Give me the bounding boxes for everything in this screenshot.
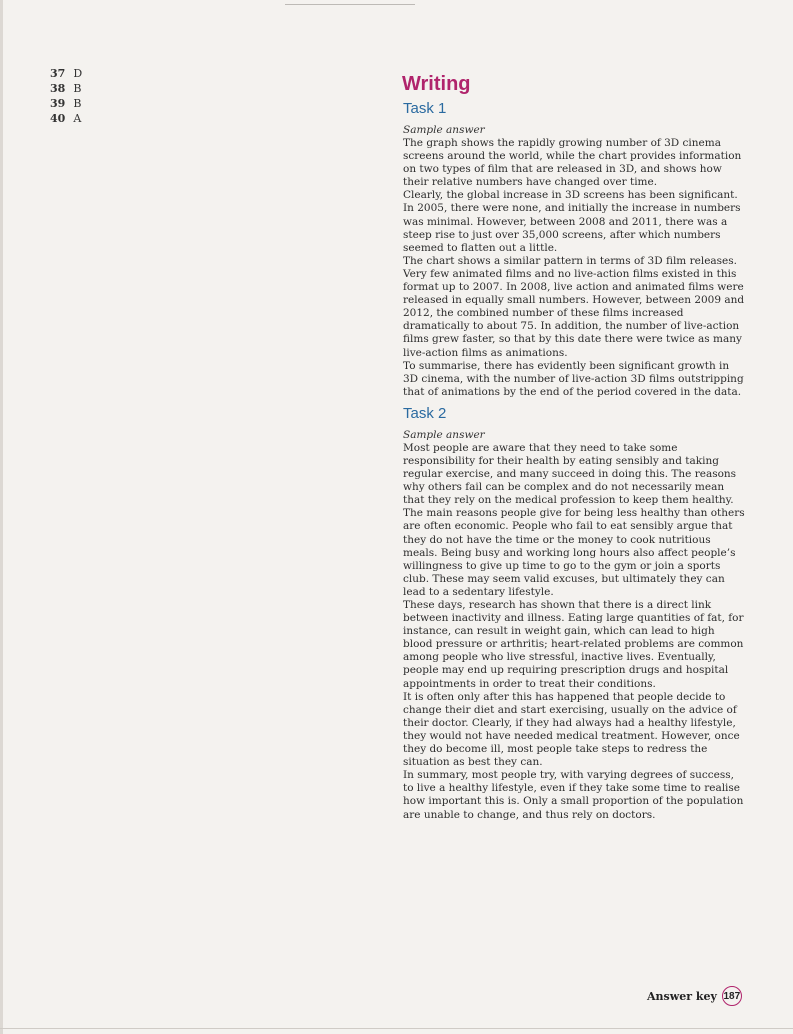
answer-number: 37 — [50, 67, 66, 80]
page-edge — [0, 0, 3, 1034]
task-1-paragraph: To summarise, there has evidently been significant growth in 3D cinema, with the number of live-action 3D films outstripping that of animations by the end of the period covered in the data. — [403, 359, 744, 398]
task-2-paragraph: It is often only after this has happened that people decide to change their diet and start exercising, usually on the advice of their doctor. Clearly, if they had always had a healthy lifestyle, they would not have needed medical treatment. However, once they do become ill, most people take steps to redress the situation as best they can. — [403, 690, 740, 769]
answer-value: B — [73, 82, 82, 95]
task-1-heading: Task 1 — [403, 100, 447, 117]
section-title: Writing — [402, 73, 471, 95]
answer-number: 40 — [50, 112, 66, 125]
page-number: 187 — [722, 986, 742, 1006]
answer-value: D — [73, 67, 83, 80]
task-2-paragraph: The main reasons people give for being less healthy than others are often economic. People who fail to eat sensibly argue that they do not have the time or the money to cook nutritious meals. Being busy and working long hours also affect people’s willingness to give up time to go to the gym or join a sports club. These may seem valid excuses, but ultimately they can lead to a sedentary lifestyle. — [403, 507, 745, 598]
page-footer — [647, 986, 742, 1006]
task-2-paragraph: In summary, most people try, with varying degrees of success, to live a healthy lifestyle, even if they take some time to realise how important this is. Only a small proportion of the population are unable to change, and thus rely on doctors. — [403, 769, 744, 821]
top-rule — [285, 4, 415, 5]
answer-item — [50, 96, 82, 111]
answer-value: A — [73, 112, 82, 125]
task-1-paragraph: Clearly, the global increase in 3D screens has been significant. In 2005, there were none, and initially the increase in numbers was minimal. However, between 2008 and 2011, there was a steep rise to just over 35,000 screens, after which numbers seemed to flatten out a little. — [403, 189, 741, 254]
task-1-sample-label: Sample answer — [403, 124, 485, 136]
bottom-rule — [0, 1028, 793, 1029]
task-2-paragraph: These days, research has shown that there is a direct link between inactivity and illness. Eating large quantities of fat, for instance, can result in weight gain, which can lead to high blood pressure or arthritis; heart-related problems are common among people who live stressful, inactive lives. Eventually, people may end up requiring prescription drugs and hospital appointments in order to treat their conditions. — [403, 599, 744, 690]
writing-section — [400, 72, 745, 822]
answer-key-label: Answer key — [647, 989, 717, 1003]
task-2-paragraph: Most people are aware that they need to take some responsibility for their health by eating sensibly and taking regular exercise, and many succeed in doing this. The reasons why others fail can be complex and do not necessarily mean that they rely on the medical profession to keep them healthy. — [403, 441, 737, 507]
answer-value: B — [73, 97, 82, 110]
task-2 — [400, 405, 745, 822]
answer-item — [50, 81, 82, 96]
task-1-paragraph: The chart shows a similar pattern in terms of 3D film releases. Very few animated films and no live-action films existed in this format up to 2007. In 2008, live action and animated films were released in equally small numbers. However, between 2009 and 2012, the combined number of these films increased dramatically to about 75. In addition, the number of live-action films grew faster, so that by this date there were twice as many live-action films as animations. — [403, 254, 745, 359]
answer-number: 39 — [50, 97, 66, 110]
answer-number: 38 — [50, 82, 66, 95]
answer-item — [50, 66, 82, 81]
task-2-heading: Task 2 — [403, 404, 447, 422]
task-1 — [400, 100, 745, 399]
task-2-sample-label: Sample answer — [403, 428, 485, 441]
answer-list — [50, 66, 82, 126]
task-1-paragraph: The graph shows the rapidly growing number of 3D cinema screens around the world, while the chart provides information on two types of film that are released in 3D, and shows how their relative numbers have changed over time. — [403, 137, 742, 189]
answer-item — [50, 111, 82, 126]
